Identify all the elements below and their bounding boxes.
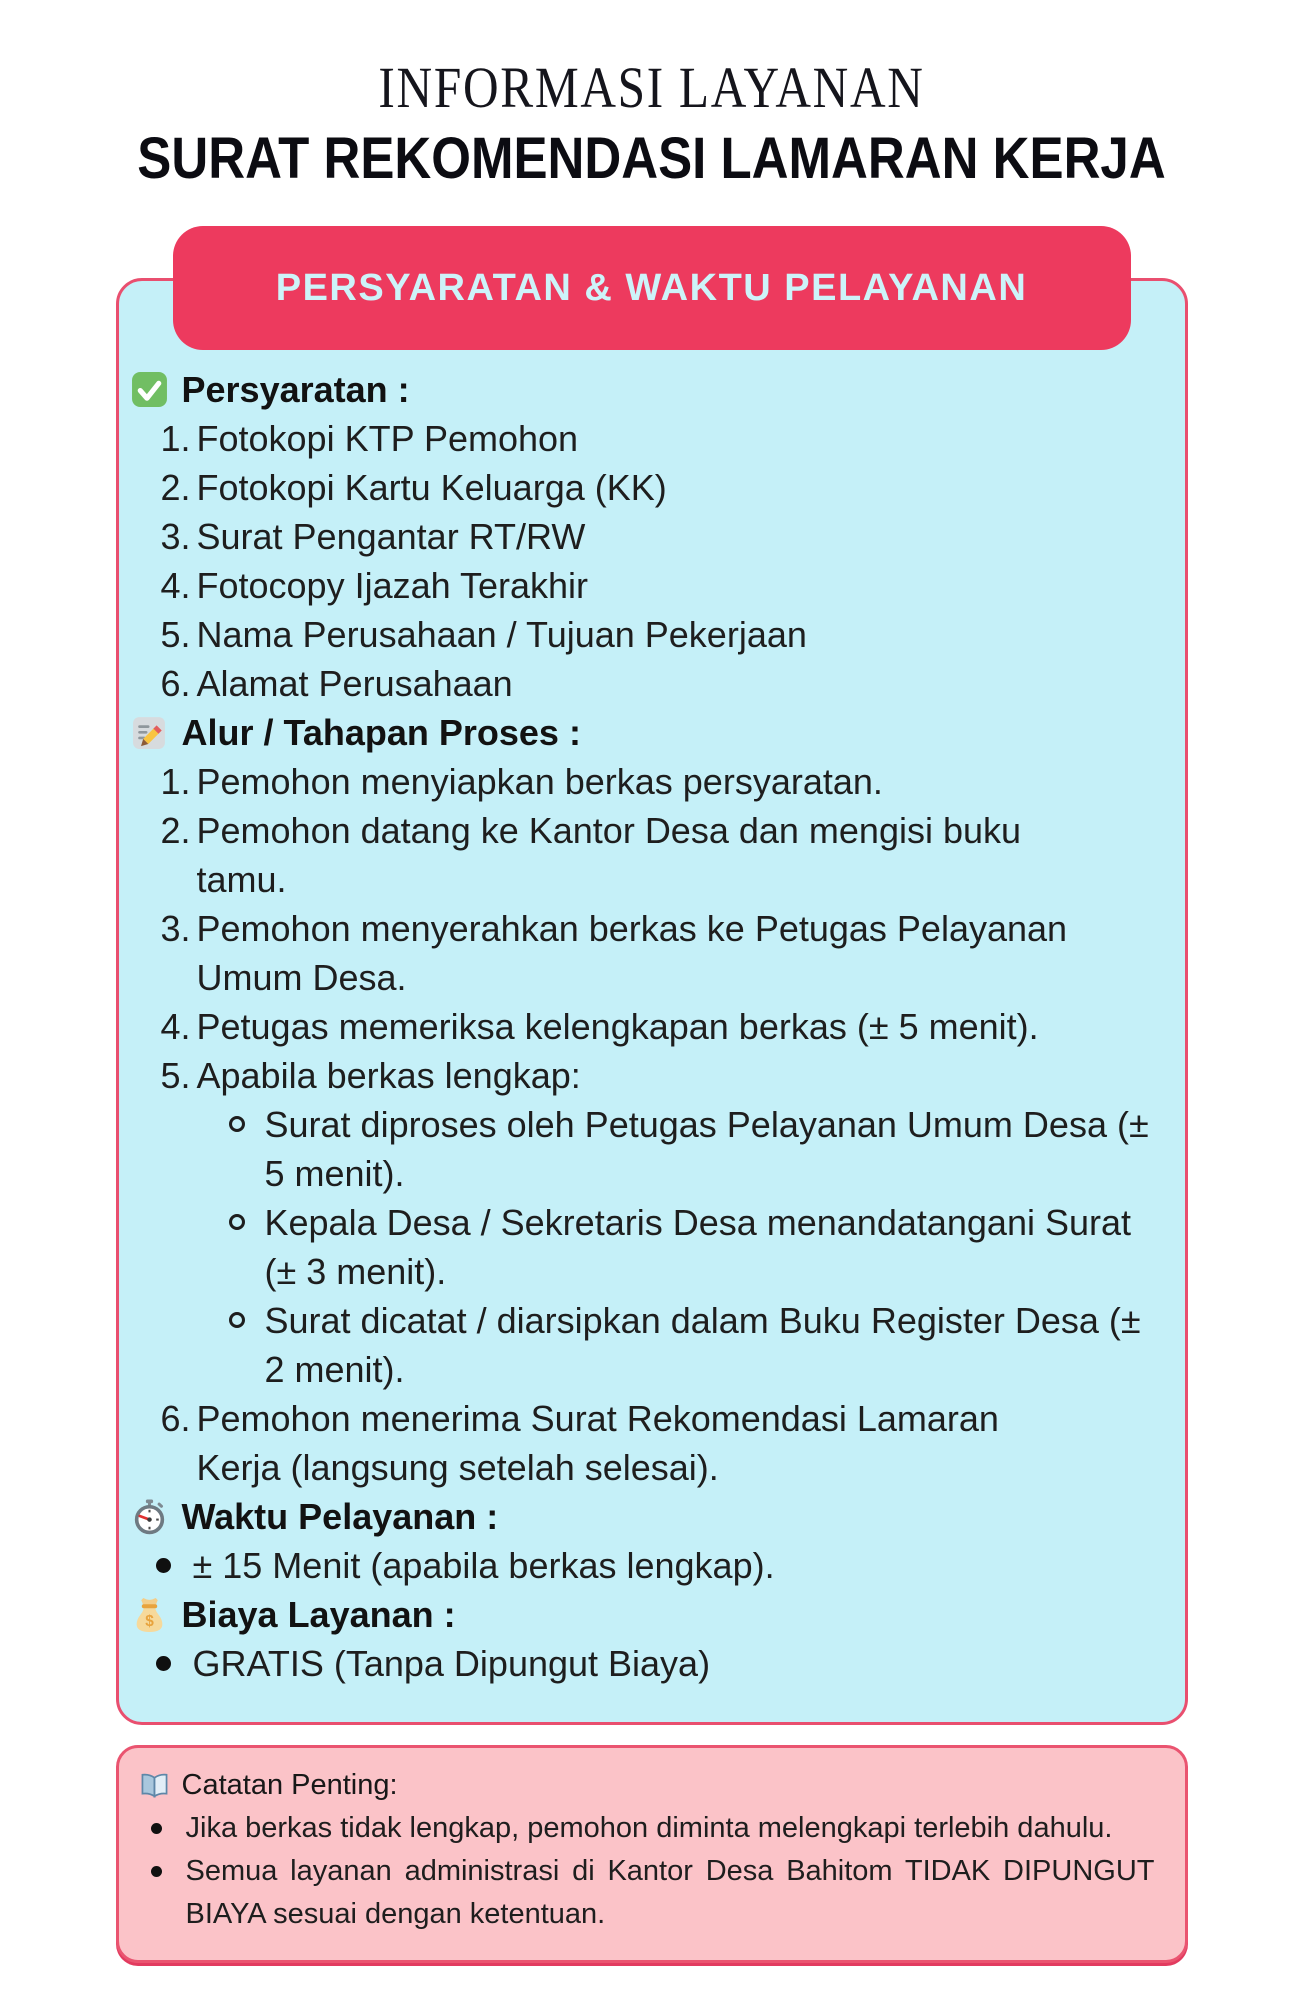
section-heading-label: Alur / Tahapan Proses : — [181, 712, 581, 753]
list-item — [131, 610, 1157, 659]
list-item-number: 5. — [160, 614, 191, 655]
list-item-text: GRATIS (Tanpa Dipungut Biaya) — [192, 1643, 711, 1684]
section-banner — [173, 226, 1131, 350]
list-item-text: Fotokopi Kartu Keluarga (KK) — [196, 467, 667, 508]
note-item-text: Jika berkas tidak lengkap, pemohon diminta melengkapi terlebih dahulu. — [185, 1812, 1113, 1844]
list-item-number: 3. — [160, 908, 191, 949]
list-item-number: 3. — [160, 516, 191, 557]
note-item — [139, 1807, 1155, 1850]
list-item-text: Pemohon menyiapkan berkas persyaratan. — [196, 761, 883, 802]
open-book-icon — [139, 1770, 170, 1801]
note-heading-label: Catatan Penting: — [181, 1769, 398, 1801]
list-item-number: 4. — [160, 1006, 191, 1047]
page-title-line2: SURAT REKOMENDASI LAMARAN KERJA — [137, 126, 1166, 191]
list-item — [131, 414, 1157, 463]
list-item — [131, 1394, 1157, 1492]
section-list — [131, 757, 1157, 1492]
list-item-number: 2. — [160, 810, 191, 851]
list-item-number: 1. — [160, 418, 191, 459]
note-item-text: Semua layanan administrasi di Kantor Desa Bahitom TIDAK DIPUNGUT BIAYA sesuai dengan ketentuan. — [185, 1855, 1155, 1930]
section-heading-row — [131, 1492, 1157, 1541]
list-item-text: Apabila berkas lengkap: — [196, 1055, 581, 1096]
section-heading-row — [131, 365, 1157, 414]
check-icon — [131, 371, 168, 408]
list-item — [131, 659, 1157, 708]
note-items — [139, 1807, 1155, 1936]
note-heading-row — [139, 1764, 1155, 1807]
list-item-number: 5. — [160, 1055, 191, 1096]
list-item — [131, 1639, 1157, 1688]
bullet-marker — [151, 1823, 162, 1834]
list-item-number: 4. — [160, 565, 191, 606]
circle-bullet-marker — [229, 1116, 245, 1132]
bullet-marker — [156, 1558, 171, 1573]
list-item-text: Petugas memeriksa kelengkapan berkas (± 5 menit). — [196, 1006, 1039, 1047]
list-item — [131, 561, 1157, 610]
list-item — [131, 463, 1157, 512]
section-list — [131, 1541, 1157, 1590]
section-heading-row — [131, 1590, 1157, 1639]
list-item-number: 6. — [160, 1398, 191, 1439]
section-money-bag — [131, 1590, 1157, 1688]
banner-label: PERSYARATAN & WAKTU PELAYANAN — [275, 266, 1028, 309]
memo-icon — [131, 714, 168, 751]
sub-list-item — [131, 1198, 1157, 1296]
list-item — [131, 1002, 1157, 1051]
stopwatch-icon — [131, 1498, 168, 1535]
bullet-marker — [156, 1656, 171, 1671]
money-bag-icon — [131, 1596, 168, 1633]
section-check — [131, 365, 1157, 708]
sub-list-item — [131, 1100, 1157, 1198]
sub-list-item-text: Kepala Desa / Sekretaris Desa menandatangani Surat (± 3 menit). — [264, 1202, 1132, 1292]
list-item — [131, 757, 1157, 806]
sub-list-item — [131, 1296, 1157, 1394]
list-item-text: ± 15 Menit (apabila berkas lengkap). — [192, 1545, 775, 1586]
section-heading-label: Biaya Layanan : — [181, 1594, 456, 1635]
section-stopwatch — [131, 1492, 1157, 1590]
list-item-text: Pemohon datang ke Kantor Desa dan mengisi buku tamu. — [196, 810, 1022, 900]
list-item-number: 6. — [160, 663, 191, 704]
list-item-number: 1. — [160, 761, 191, 802]
list-item-number: 2. — [160, 467, 191, 508]
list-item-text: Fotokopi KTP Pemohon — [196, 418, 579, 459]
section-heading-row — [131, 708, 1157, 757]
section-heading-label: Persyaratan : — [181, 369, 410, 410]
list-item-text: Surat Pengantar RT/RW — [196, 516, 586, 557]
list-item-text: Fotocopy Ijazah Terakhir — [196, 565, 589, 606]
circle-bullet-marker — [229, 1214, 245, 1230]
info-card — [116, 278, 1188, 1725]
page-title-line1: INFORMASI LAYANAN — [378, 55, 925, 120]
sub-list-item-text: Surat dicatat / diarsipkan dalam Buku Register Desa (± 2 menit). — [264, 1300, 1141, 1390]
section-heading-label: Waktu Pelayanan : — [181, 1496, 499, 1537]
svg-text:$: $ — [144, 1612, 154, 1630]
note-item — [139, 1850, 1155, 1936]
section-list — [131, 414, 1157, 708]
list-item — [131, 904, 1157, 1002]
list-item — [131, 512, 1157, 561]
circle-bullet-marker — [229, 1312, 245, 1328]
list-item-text: Pemohon menyerahkan berkas ke Petugas Pelayanan Umum Desa. — [196, 908, 1068, 998]
list-item — [131, 1051, 1157, 1100]
info-card-sections — [131, 365, 1157, 1688]
list-item-text: Nama Perusahaan / Tujuan Pekerjaan — [196, 614, 807, 655]
sub-list-item-text: Surat diproses oleh Petugas Pelayanan Umum Desa (± 5 menit). — [264, 1104, 1149, 1194]
section-memo — [131, 708, 1157, 1492]
bullet-marker — [151, 1866, 162, 1877]
section-list — [131, 1639, 1157, 1688]
list-item — [131, 806, 1157, 904]
list-item-text: Pemohon menerima Surat Rekomendasi Lamaran Kerja (langsung setelah selesai). — [196, 1398, 999, 1488]
list-item-text: Alamat Perusahaan — [196, 663, 513, 704]
list-item — [131, 1541, 1157, 1590]
note-card — [116, 1745, 1188, 1963]
